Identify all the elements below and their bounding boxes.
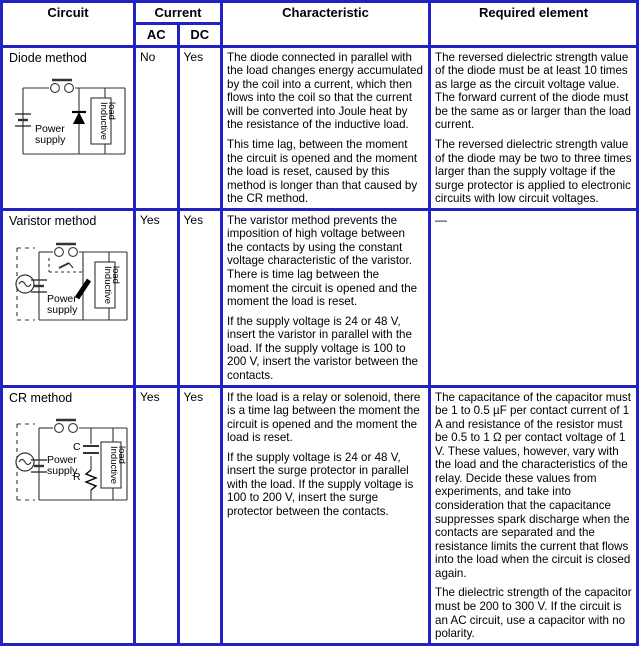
header-required-element: Required element: [430, 2, 638, 47]
power-supply-label-1: Power: [35, 123, 65, 136]
paragraph: The reversed dielectric strength value of the diode must be at least 10 times as large as the circuit voltage value. The forward current of the diode must be the same as or larger than the load current.: [435, 50, 631, 132]
ac-source-symbol: [16, 275, 34, 293]
power-supply-label-2: supply: [47, 303, 78, 316]
cell-characteristic-varistor: [222, 209, 430, 386]
cell-circuit-cr: [2, 386, 135, 644]
diode-circuit-diagram: [13, 68, 129, 173]
cell-ac-cr: Yes: [135, 386, 179, 644]
cr-circuit-svg: [13, 408, 137, 518]
table-row: [2, 386, 638, 644]
power-supply-label-1: Power: [47, 454, 77, 467]
diode-symbol: [72, 112, 86, 124]
capacitor-symbol: [83, 446, 99, 453]
paragraph: If the supply voltage is 24 or 48 V, insert the varistor in parallel with the load. If the supply voltage is 100 to 200 V, insert the varistor between the contacts.: [227, 314, 418, 382]
varistor-circuit-svg: [13, 232, 137, 337]
cell-characteristic-diode: [222, 46, 430, 209]
inductive-load-label-2: load: [106, 102, 117, 121]
method-label: CR method: [9, 390, 73, 405]
cell-ac-diode: No: [135, 46, 179, 209]
method-label: Diode method: [9, 50, 87, 65]
inductive-load-label: Inductive: [98, 102, 109, 141]
cell-required-cr: [430, 386, 638, 644]
paragraph: The capacitance of the capacitor must be 1 to 0.5 µF per contact current of 1 A and resistance of the resistor must be 0.5 to 1 Ω per contact voltage of 1 V. These values, however, vary with the load and the characteristics of the relay. Decide these values from experiments, and take into consideration that the capacitance suppresses spark discharge when the contacts are separated and the resistance limits the current that flows into the load when the circuit is closed again.: [435, 390, 631, 580]
varistor-circuit-diagram: [13, 232, 129, 342]
cell-required-diode: [430, 46, 638, 209]
paragraph: The diode connected in parallel with the load changes energy accumulated by the coil into a current, which then flows into the coil so that the current will be converted into Joule heat by the resistance of the inductive load.: [227, 50, 423, 132]
paragraph: If the load is a relay or solenoid, there is a time lag between the moment the circuit is opened and the moment the load is reset.: [227, 390, 421, 445]
cell-required-varistor: [430, 209, 638, 386]
cell-characteristic-cr: [222, 386, 430, 644]
paragraph: This time lag, between the moment the circuit is opened and the moment the load is reset, caused by this method is longer than that caused by the CR method.: [227, 137, 418, 206]
cell-dc-varistor: Yes: [178, 209, 222, 386]
cell-dc-diode: Yes: [178, 46, 222, 209]
table-body: [2, 46, 638, 644]
cr-circuit-diagram: [13, 408, 129, 523]
power-supply-label-2: supply: [35, 134, 66, 147]
cell-dc-cr: Yes: [178, 386, 222, 644]
inductive-load-label-2: load: [116, 446, 127, 465]
header-characteristic: Characteristic: [222, 2, 430, 47]
header-ac: AC: [135, 24, 179, 46]
table-row: [2, 46, 638, 209]
header-circuit: Circuit: [2, 2, 135, 47]
inductive-load-label-2: load: [110, 265, 121, 284]
table-row: [2, 209, 638, 386]
cell-circuit-varistor: [2, 209, 135, 386]
diode-circuit-svg: [13, 68, 135, 168]
paragraph: If the supply voltage is 24 or 48 V, insert the surge protector in parallel with the load. If the supply voltage is 100 to 200 V, insert the surge protector between the contacts.: [227, 450, 414, 519]
header-row-top: [2, 2, 638, 24]
inductive-load-label: Inductive: [108, 446, 119, 485]
cell-circuit-diode: [2, 46, 135, 209]
paragraph: The varistor method prevents the imposition of high voltage between the contacts by using the constant voltage characteristic of the varistor. There is time lag between the moment the circuit is opened and the moment the load is reset.: [227, 213, 418, 309]
paragraph: —: [435, 212, 447, 227]
table-header: [2, 2, 638, 47]
paragraph: The dielectric strength of the capacitor must be 200 to 300 V. If the circuit is an AC circuit, use a capacitor with no polarity.: [435, 586, 632, 641]
resistor-label: R: [73, 471, 81, 484]
method-label: Varistor method: [9, 213, 97, 228]
power-supply-label-1: Power: [47, 292, 77, 305]
header-current: Current: [135, 2, 222, 24]
paragraph: The reversed dielectric strength value of the diode may be two to three times larger than the supply voltage if the surge protector is applied to electronic circuits with low circuit voltages.: [435, 137, 632, 206]
header-dc: DC: [178, 24, 222, 46]
inductive-load-label: Inductive: [102, 265, 113, 304]
cell-ac-varistor: Yes: [135, 209, 179, 386]
power-supply-label-2: supply: [47, 465, 78, 478]
ac-source-symbol: [16, 453, 34, 471]
capacitor-label: C: [73, 441, 81, 454]
resistor-symbol: [86, 470, 96, 490]
